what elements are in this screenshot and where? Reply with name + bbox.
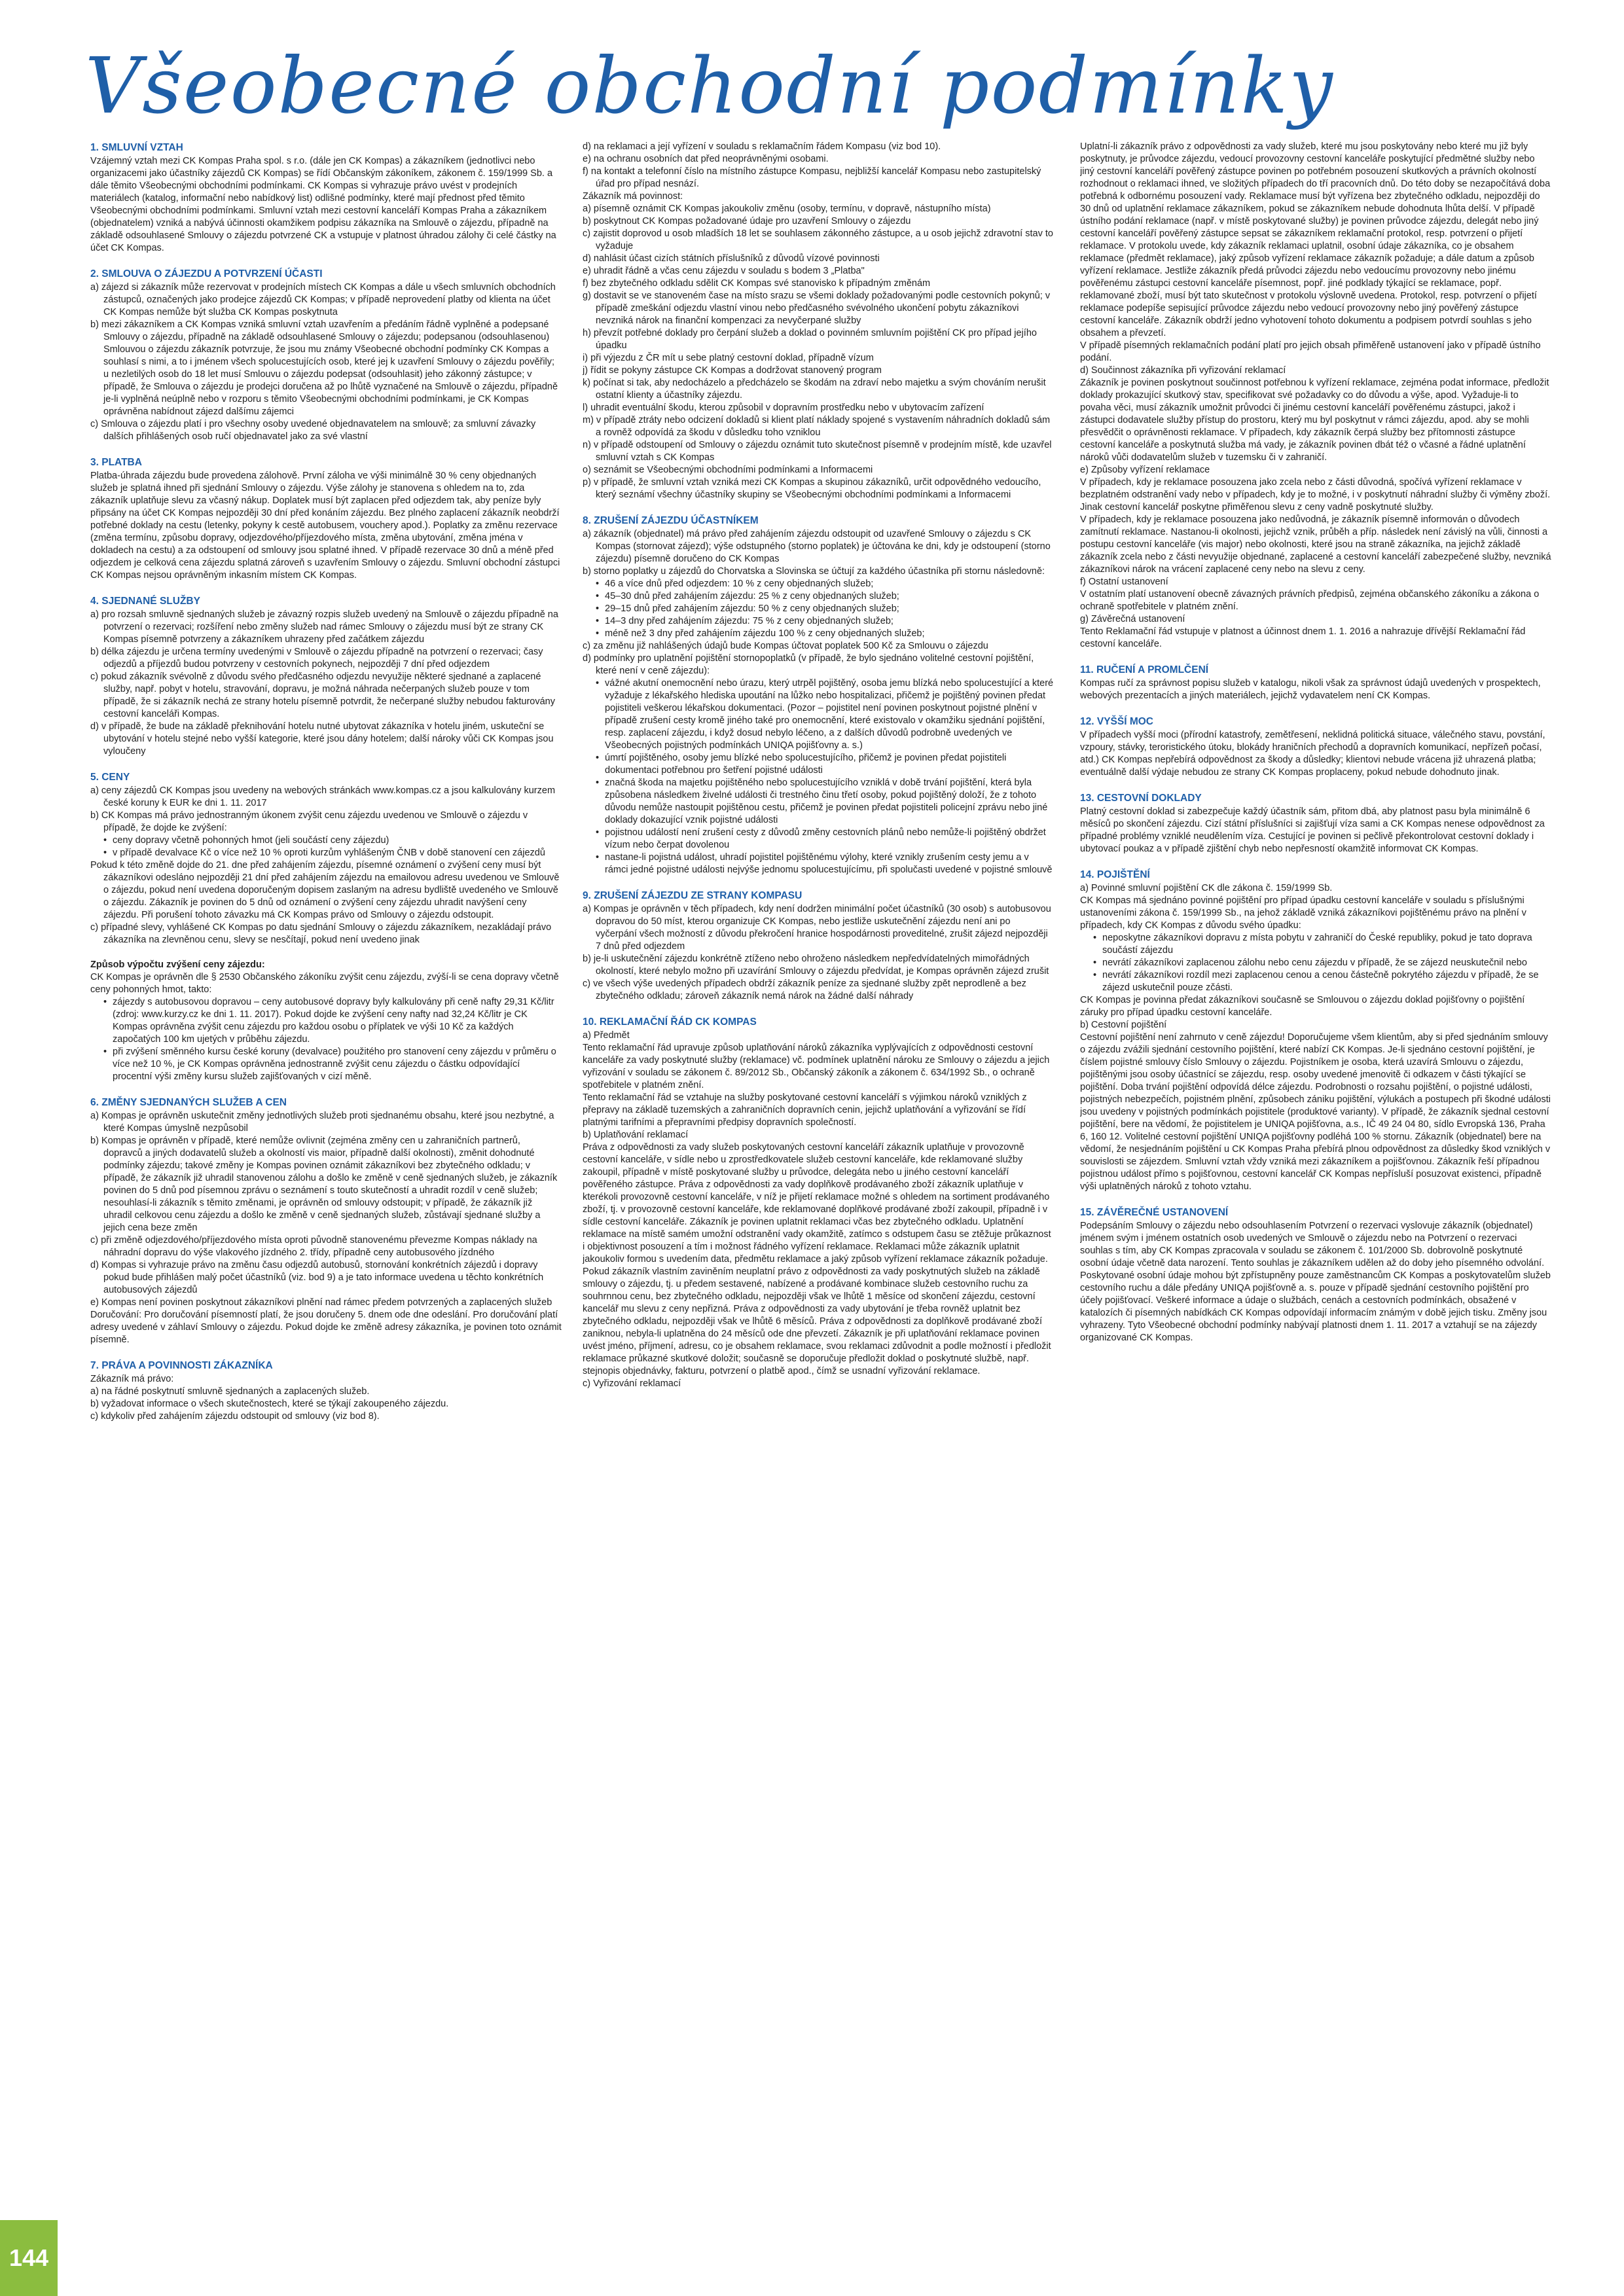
- paragraph: Zákazník je povinen poskytnout součinnost potřebnou k vyřízení reklamace, zejména podat informace, předložit doklady prokazující skutkový stav, specifikovat své požadavky co do důvodu a výše, apod. Vyžaduje-li to povaha věci, musí zákazník umožnit průvodci či jinému cestovní kanceláří pověřenému zástupci, jakož i zástupci dodavatele služby přístup do prostoru, který mu byl poskytnut v rámci zájezdu, apod. aby se mohli přesvědčit o oprávněnosti reklamace. V případech, kdy zákazník čerpá služby bez přítomnosti zástupce cestovní kanceláře a poskytnutá služba má vady, je zákazník povinen dbát též o včasné a řádné uplatnění nároků vůči dodavatelům služeb v tuzemsku či v zahraničí.: [1080, 378, 1549, 463]
- bullet-item: • při zvýšení směnného kursu české koruny (devalvace) použitého pro stanovení ceny zájezdu v průměru o více než 10 %, je CK Kompas oprávněna jednostranně zvýšit cenu zájezdu o částku odpovídající procentní výši změny kursu služeb zajišťovaných v cizí měně.: [90, 1046, 562, 1083]
- list-item: a) ceny zájezdů CK Kompas jsou uvedeny na webových stránkách www.kompas.cz a jsou kalkulovány kurzem české koruny k EUR ke dni 1. 11. 2017: [90, 785, 556, 808]
- section: [1080, 715, 1551, 779]
- list-item: g) dostavit se ve stanoveném čase na místo srazu se všemi doklady požadovanými podle cestovních pokynů; v případě zmeškání odjezdu vlastní vinou nebo předčasného svévolného ukončení pobytu zákazníkovi nevzniká nárok na finanční kompenzaci za nevyčerpané služby: [583, 291, 1051, 326]
- section-heading: 5. CENY: [90, 772, 130, 783]
- list-item: c) ve všech výše uvedených případech obdrží zákazník peníze za sjednané služby zpět neprodleně a bez zbytečného odkladu; zároveň zákazník nemá nárok na žádné další náhrady: [583, 978, 1026, 1001]
- subheading: Způsob výpočtu zvýšení ceny zájezdu:: [90, 960, 265, 970]
- bullet-item: • pojistnou událostí není zrušení cesty z důvodů změny cestovních plánů nebo nemůže-li pojištěný obdržet vízum nebo čerpat dovolenou: [583, 827, 1054, 852]
- paragraph: Práva z odpovědnosti za vady služeb poskytovaných cestovní kanceláří zákazník uplatňuje v provozovně cestovní kanceláře, v sídle nebo u zprostředkovatele služeb cestovní kanceláře, kde reklamované služby zakoupil, případně v místě poskytované služby u průvodce, delegáta nebo u jiného cestovní kanceláří pověřeného zástupce. Práva z odpovědnosti za vady doplňkově prodávaného zboží zákazník uplatňuje v kterékoli provozovně cestovní kanceláře, v níž je přijetí reklamace možné s ohledem na sortiment prodávaného zboží, tj. v provozovně cestovní kanceláře, kde reklamované doplňkové prodávané zboží zakoupil, případně i v sídle cestovní kanceláře. Zákazník je povinen uplatnit reklamaci včas bez zbytečného odkladu. Uplatnění reklamace na místě samém umožní odstranění vady okamžitě, zatímco s odstupem času se ztěžuje průkaznost i objektivnost posouzení a tím i možnost řádného vyřízení reklamace. Reklamaci může zákazník uplatnit jakoukoliv formou s uvedením data, předmětu reklamace a jaký způsob vyřízení reklamace zákazník požaduje. Pokud zákazník vlastním zaviněním neuplatní právo z odpovědnosti za vady poskytnutých služeb na základě smlouvy o zájezdu, tj. u předem sestavené, nabízené a prodávané kombinace služeb cestovního ruchu za souhrnnou cenu, bez zbytečného odkladu, nejpozději však ve lhůtě 1 měsíce od skončení zájezdu, cestovní kancelář mu slevu z ceny nepřizná. Práva z odpovědnosti za vady ubytování je třeba rovněž uplatnit bez zbytečného odkladu, nejpozději však ve lhůtě 6 měsíců. Práva z odpovědnosti za doplňkově prodávané zboží zaniknou, nebyla-li uplatněna do 24 měsíců ode dne převzetí. Zákazník je při uplatňování reklamace povinen uvést jméno, příjmení, adresu, co je obsahem reklamace, svou reklamaci zdůvodnit a podle možností i předložit reklamace průkazné skutkové doložit; současně se doporučuje předložit doklad o poskytnuté službě, např. stejnopis objednávky, fakturu, potvrzení o platbě apod., čímž se usnadní vyřizování reklamace.: [583, 1142, 1051, 1376]
- list-item: c) při změně odjezdového/příjezdového místa oproti původně stanovenému převezme Kompas náklady na náhradní dopravu do výše vlakového jízdného 2. třídy, případně ceny autobusového jízdného: [90, 1235, 537, 1258]
- paragraph: Vzájemný vztah mezi CK Kompas Praha spol. s r.o. (dále jen CK Kompas) a zákazníkem (jednotlivci nebo organizacemi jako účastníky zájezdů CK Kompas) se řídí Občanským zákoníkem, zákonem č. 159/1999 Sb. a dále těmito Všeobecnými obchodními podmínkami. CK Kompas si vyhrazuje právo uvést v prodejních materiálech (katalog, informační nebo nabídkový list) odlišné podmínky, které mají přednost před těmito Všeobecnými obchodními podmínkami. Smluvní vztah mezi cestovní kanceláří Kompas Praha a zákazníkem (objednatelem) vzniká a nabývá účinnosti okamžikem podpisu zákazníka na Smlouvě o zájezdu, případně na základě odsouhlasené Smlouvy o zájezdu potvrzené CK a vstupuje v platnost úhradou zálohy či celé částky na účet CK Kompas.: [90, 156, 556, 253]
- list-item: a) Kompas je oprávněn v těch případech, kdy není dodržen minimální počet účastníků (30 osob) s autobusovou dopravou do 50 míst, kterou organizuje CK Kompas, nebo jestliže uskutečnění zájezdu není ani po vyčerpání všech možností z důvodu překročení hranice hospodárnosti proveditelné, zrušit zájezd nejpozději 7 dnů před odjezdem: [583, 904, 1051, 952]
- item-list: [583, 640, 1054, 677]
- paragraph: b) Uplatňování reklamací: [583, 1130, 689, 1140]
- item-list: [90, 609, 562, 758]
- bullet-list: [583, 677, 1054, 876]
- list-item: f) na kontakt a telefonní číslo na místního zástupce Kompasu, nejbližší kancelář Kompasu nebo zastupitelský úřad pro případ nesnází.: [583, 166, 1041, 189]
- section-heading: 4. SJEDNANÉ SLUŽBY: [90, 596, 200, 607]
- list-item: o) seznámit se Všeobecnými obchodními podmínkami a Informacemi: [583, 465, 873, 475]
- paragraph: CK Kompas má sjednáno povinné pojištění pro případ úpadku cestovní kanceláře v souladu s příslušnými ustanoveními zákona č. 159/1999 Sb., na jehož základě vzniká zákazníkovi pojištěnému právo na plnění v případech, kdy CK Kompas z důvodu svého úpadku:: [1080, 895, 1526, 931]
- list-item: e) Kompas není povinen poskytnout zákazníkovi plnění nad rámec předem potvrzených a zaplacených služeb: [90, 1297, 552, 1308]
- section: [90, 1359, 562, 1423]
- list-item: d) v případě, že bude na základě překnihování hotelu nutné ubytovat zákazníka v hotelu jiném, uskuteční se ubytování v hotelu stejné nebo vyšší kategorie, které jsou dány hotelem; další nároky vůči CK Kompas jsou vyloučeny: [90, 721, 554, 757]
- paragraph: Tento reklamační řád se vztahuje na služby poskytované cestovní kanceláří s výjimkou nároků vzniklých z přepravy na základě tuzemských a zahraničních dopravních cenin, jejichž uplatňování a vyřizování se řídí platnými tarifními a přepravními předpisy dopravních společností.: [583, 1092, 1027, 1128]
- section: [90, 456, 562, 582]
- text-column-2: [583, 141, 1054, 2261]
- section: [583, 1015, 1054, 1390]
- paragraph: c) Vyřizování reklamací: [583, 1378, 681, 1389]
- bullet-item: • zájezdy s autobusovou dopravou – ceny autobusové dopravy byly kalkulovány při ceně nafty 29,31 Kč/litr (zdroj: www.kurzy.cz ke dni 1. 11. 2017). Pokud dojde ke zvýšení ceny nafty nad 32,24 Kč/litr je CK Kompas oprávněna zvýšit cenu zájezdu pro každou osobu o příplatek ve výši 10 Kč za každých započatých 100 km ujetých v průběhu zájezdu.: [90, 996, 562, 1046]
- list-item: b) délka zájezdu je určena termíny uvedenými v Smlouvě o zájezdu případně na potvrzení o rezervaci; časy odjezdů a příjezdů budou potvrzeny v cestovních pokynech, nejpozději 7 dní před odjezdem: [90, 647, 543, 670]
- list-item: k) počínat si tak, aby nedocházelo a předcházelo se škodám na zdraví nebo majetku a svým chováním nerušit ostatní klienty a účastníky zájezdu.: [583, 378, 1046, 401]
- list-item: f) bez zbytečného odkladu sdělit CK Kompas své stanovisko k případným změnám: [583, 278, 931, 289]
- section: [1080, 141, 1551, 651]
- list-item: d) nahlásit účast cizích státních příslušníků z důvodů vízové povinnosti: [583, 253, 880, 264]
- item-list: [583, 203, 1054, 501]
- paragraph: Podepsáním Smlouvy o zájezdu nebo odsouhlasením Potvrzení o rezervaci vyslovuje zákazník (objednatel) jménem svým i jménem ostatních osob uvedených ve Smlouvě o zájezdu nebo na Potvrzení o rezervaci souhlas s tím, aby CK Kompas zpracovala v souladu se zákonem č. 101/2000 Sb. dobrovolně poskytnuté osobní údaje včetně data narození. Tento souhlas je zákazníkem udělen až do doby jeho písemného odvolání. Poskytované osobní údaje mohou být zpřístupněny pouze zaměstnancům CK Kompas a poskytovatelům služeb cestovního ruchu a dále předány UNIQA pojišťovně a. s. pouze v případě sjednání cestovního pojištění pro účely pojišťovací. Veškeré informace a údaje o službách, cenách a cestovních podmínkách, obsažené v katalozích či písemných nabídkách CK Kompas odpovídají informacím známým v době jejich tisku. Změny jsou vyhrazeny. Tyto Všeobecné obchodní podmínky nabývají platnosti dnem 1. 11. 2017 a vztahují se na zájezdy organizované CK Kompas.: [1080, 1221, 1551, 1343]
- item-list: [90, 785, 562, 834]
- list-item: h) převzít potřebné doklady pro čerpání služeb a doklad o povinném smluvním pojištění CK pro případ jejího úpadku: [583, 328, 1037, 351]
- paragraph: Uplatní-li zákazník právo z odpovědnosti za vady služeb, které mu jsou poskytovány nebo které mu již byly poskytnuty, je průvodce zájezdu, vedoucí provozovny cestovní kanceláře poskytující předmětné služby nebo jiný cestovní kanceláří pověřený zástupce povinen po potřebném posouzení skutkových a právních okolností rozhodnout o reklamaci ihned, ve složitých případech do tří pracovních dnů. Do této doby se nezapočítává doba potřebná k odbornému posouzení vady. Reklamace musí být vyřízena bez zbytečného odkladu, nejpozději do 30 dnů od uplatnění reklamace zákazníkem, pokud se zákazníkem nebude dohodnuta lhůta delší. V případě ústního podání reklamace (např. v místě poskytované služby) je povinen průvodce zájezdu, delegát nebo jiný cestovní kanceláří pověřený zástupce sepsat se zákazníkem reklamační protokol, resp. potvrzení o přijetí reklamace. V protokolu uvede, kdy zákazník reklamaci uplatnil, osobní údaje zákazníka, co je obsahem reklamace (předmět reklamace), jaký způsob vyřízení reklamace zákazník požaduje; a dále datum a způsob vyřízení reklamace. Jestliže zákazník předá průvodci zájezdu nebo vedoucímu provozovny nebo jinému pověřenému zástupci cestovní kanceláře písemnost, popř. jiné podklady týkající se reklamace, popř. reklamované zboží, musí být tato skutečnost v protokolu výslovně uvedena. Protokol, resp. potvrzení o přijetí reklamace podepíše sepisující průvodce zájezdu nebo vedoucí provozovny nebo jiný pověřený zástupce cestovní kanceláře. Zákazník obdrží jedno vyhotovení tohoto dokumentu a podpisem potvrdí souhlas s jeho obsahem a převzetí.: [1080, 141, 1551, 338]
- bullet-item: • 46 a více dnů před odjezdem: 10 % z ceny objednaných služeb;: [583, 578, 1054, 590]
- list-item: i) při výjezdu z ČR mít u sebe platný cestovní doklad, případně vízum: [583, 353, 874, 363]
- paragraph: Tento Reklamační řád vstupuje v platnost a účinnost dnem 1. 1. 2016 a nahrazuje dřívější Reklamační řád cestovní kanceláře.: [1080, 626, 1526, 649]
- list-item: b) CK Kompas má právo jednostranným úkonem zvýšit cenu zájezdu uvedenou ve Smlouvě o zájezdu v případě, že dojde ke zvýšení:: [90, 810, 528, 833]
- list-item: d) na reklamaci a její vyřízení v souladu s reklamačním řádem Kompasu (viz bod 10).: [583, 141, 941, 152]
- bullet-item: • ceny dopravy včetně pohonných hmot (jeli součástí ceny zájezdu): [90, 834, 562, 847]
- section-heading: 2. SMLOUVA O ZÁJEZDU A POTVRZENÍ ÚČASTI: [90, 268, 323, 279]
- list-item: b) je-li uskutečnění zájezdu konkrétně ztíženo nebo ohroženo následkem nepředvídatelných mimořádných okolností, které nebylo možno při uzavírání Smlouvy o zájezdu předvídat, je Kompas oprávněn zájezd zrušit: [583, 954, 1049, 977]
- bullet-item: • 45–30 dnů před zahájením zájezdu: 25 % z ceny objednaných služeb;: [583, 590, 1054, 603]
- paragraph: V ostatním platí ustanovení obecně závazných právních předpisů, zejména občanského zákoníku a zákona o ochraně spotřebitele v platném znění.: [1080, 589, 1540, 612]
- bullet-list: [583, 578, 1054, 640]
- list-item: c) pokud zákazník svévolně z důvodu svého předčasného odjezdu nevyužije některé sjednané a zaplacené služby, např. pobyt v hotelu, stravování, dopravu, je možná náhrada nečerpaných služeb pouze v tom případě, že si zákazník nechá ze strany hotelu písemně potvrdit, že nečerpané služby nebudou fakturovány cestovní kanceláři Kompas.: [90, 672, 555, 719]
- item-list: [583, 903, 1054, 1003]
- paragraph: Cestovní pojištění není zahrnuto v ceně zájezdu! Doporučujeme všem klientům, aby si před sjednáním smlouvy o zájezdu zvážili sjednání cestovního pojištění, které nabízí CK Kompas. Je-li sjednáno cestovní pojištění, je číslem pojistné smlouvy číslo Smlouvy o zájezdu. Pojistníkem je osoba, která uzavírá Smlouvu o zájezdu, pojištěnými jsou osoby účastnící se zájezdu, resp. osoby uvedené jmenovitě či odkazem v části týkající se pojištění. Doba trvání pojištění odpovídá délce zájezdu. Podrobnosti o rozsahu pojištění, o pojistné události, pojistných nebezpečích, pojistném plnění, způsobech zániku pojištění, výlukách a postupech při škodné události jsou uvedeny v pojistných podmínkách pojistitele (produktové varianty). V případě, že zákazník sjednal cestovní pojištění, bere na vědomí, že pojistitelem je UNIQA pojišťovna, a.s., IČ 49 24 04 80, sídlo Evropská 136, Praha 6, 160 12. Volitelné cestovní pojištění UNIQA pojišťovny podléhá 100 % stornu. Zákazník (objednatel) bere na vědomí, že nesjednáním pojištění u CK Kompas Praha přebírá plnou odpovědnost za důsledky škod vzniklých v souvislosti se zájezdem. Smluvní vztah vždy vzniká mezi zákazníkem a pojišťovnou. Zákazník řeší případnou pojistnou událost přímo s pojišťovnou, cestovní kancelář CK Kompas nepřísluší posuzovat existenci, případně výši uplatněných nároků z tohoto vztahu.: [1080, 1032, 1551, 1192]
- list-item: Pokud k této změně dojde do 21. dne před zahájením zájezdu, písemné oznámení o zvýšení ceny musí být zákazníkovi odesláno nejpozději 21 dní před zahájením zájezdu na emailovou adresu uvedenou ve Smlouvě o zájezdu, pokud není uvedena doporučeným dopisem zaslaným na adresu bydliště uvedeného ve Smlouvě o zájezdu. Zákazník je povinen do 5 dnů od oznámení o zvýšení ceny zájezdu uhradit navýšení ceny zájezdu. Při porušení tohoto závazku má CK Kompas právo od Smlouvy o zájezdu odstoupit.: [90, 860, 560, 920]
- paragraph: d) Součinnost zákazníka při vyřizování reklamací: [1080, 365, 1286, 376]
- paragraph: V případech vyšší moci (přírodní katastrofy, zemětřesení, neklidná politická situace, válečného stavu, povstání, vzpoury, stávky, teroristického útoku, blokády hraničních přechodů a dopravních komunikací, nepřízeň počasí, atd.) CK Kompas nepřebírá odpovědnost za škody a důsledky; klientovi nebude vrácena již uhrazená platba; eventuálně další výdaje nebudou ze strany CK Kompas proplaceny, pokud nebude dohodnuto jinak.: [1080, 730, 1545, 778]
- section: [1080, 791, 1551, 855]
- section: [1080, 1206, 1551, 1344]
- list-item: p) v případě, že smluvní vztah vzniká mezi CK Kompas a skupinou zákazníků, určit odpovědného vedoucího, který seznámí všechny účastníky skupiny se Všeobecnými obchodními podmínkami a Informacemi: [583, 477, 1041, 500]
- list-item: b) Kompas je oprávněn v případě, které nemůže ovlivnit (zejména změny cen u zahraničních partnerů, dopravců a jiných dodavatelů služeb a okolností vis maior, případně další okolnosti), změnit dohodnuté podmínky zájezdu; takové změny je Kompas povinen oznámit zákazníkovi bez zbytečného odkladu; v případě, že zákazník již uhradil stanovenou zálohu a došlo ke změně v ceně sjednaných služeb, je zákazník povinen do 5 dnů pod písemnou zprávu o seznámení s touto skutečností a uhradit rozdíl v ceně služeb; nesouhlasí-li zákazník s těmito změnami, je oprávněn od smlouvy odstoupit; v případě, že zákazník již uhradil celkovou cenu zájezdu a došlo ke změně v ceně sjednaných služeb, zůstávají sjednané služby a jejich cena beze změn: [90, 1136, 558, 1233]
- paragraph: a) Předmět: [583, 1030, 630, 1041]
- paragraph: Doručování: Pro doručování písemností platí, že jsou doručeny 5. dnem ode dne odeslání. Pro doručování platí adresy uvedené v záhlaví Smlouvy o zájezdu. Pokud dojde ke změně adresy zákazníka, je povinen toto oznámit písemně.: [90, 1310, 562, 1345]
- section-heading: 7. PRÁVA A POVINNOSTI ZÁKAZNÍKA: [90, 1360, 273, 1371]
- item-list: [583, 141, 1054, 190]
- list-item: n) v případě odstoupení od Smlouvy o zájezdu oznámit tuto skutečnost písemně v prodejním místě, kde uzavřel smluvní vztah s CK Kompas: [583, 440, 1052, 463]
- section-heading: 9. ZRUŠENÍ ZÁJEZDU ZE STRANY KOMPASU: [583, 890, 803, 901]
- section-heading: 8. ZRUŠENÍ ZÁJEZDU ÚČASTNÍKEM: [583, 515, 759, 526]
- list-item: a) Kompas je oprávněn uskutečnit změny jednotlivých služeb proti sjednanému obsahu, které jsou nezbytné, a které Kompas úmyslně nezpůsobil: [90, 1111, 554, 1134]
- item-list: [90, 1386, 562, 1423]
- section: [1080, 868, 1551, 1193]
- list-item: c) případné slevy, vyhlášené CK Kompas po datu sjednání Smlouvy o zájezdu zákazníkem, nezakládají právo zákazníka na zlevněnou cenu, slevy se nesčítají, pokud není uvedeno jinak: [90, 922, 552, 945]
- text-column-1: [90, 141, 562, 2261]
- list-item: b) poskytnout CK Kompas požadované údaje pro uzavření Smlouvy o zájezdu: [583, 216, 911, 226]
- section: [1080, 663, 1551, 702]
- section: [90, 959, 562, 1083]
- paragraph: CK Kompas je oprávněn dle § 2530 Občanského zákoníku zvýšit cenu zájezdu, zvýší-li se cena dopravy včetně ceny pohonných hmot, takto:: [90, 972, 559, 995]
- paragraph: e) Způsoby vyřízení reklamace: [1080, 465, 1210, 475]
- section-heading: 6. ZMĚNY SJEDNANÝCH SLUŽEB A CEN: [90, 1097, 287, 1108]
- section-heading: 3. PLATBA: [90, 457, 142, 468]
- list-item: a) zákazník (objednatel) má právo před zahájením zájezdu odstoupit od uzavřené Smlouvy o zájezdu s CK Kompas (stornovat zájezd); výše odstupného (storno poplatek) je účtována ke dni, kdy je odstoupení (storno zájezdu) písemně doručeno do CK Kompas: [583, 529, 1051, 564]
- paragraph: Platba-úhrada zájezdu bude provedena zálohově. První záloha ve výši minimálně 30 % ceny objednaných služeb je splatná ihned při sjednání Smlouvy o zájezdu. Výše zálohy je stanovena s ohledem na to, zda zákazník uplatňuje slevu za včasný nákup. Doplatek musí být zaplacen před odjezdem tak, aby peníze byly připsány na účet CK Kompas nejpozději 30 dní před konáním zájezdu. Bez plného zaplacení zákazník neobdrží potřebné doklady na cestu (letenky, pokyny k cestě autobusem, vouchery apod.). Poplatky za změnu rezervace (změna termínu, způsobu dopravy, odjezdového/příjezdového místa, změna ubytování, změna jména v dokladech na cestu) a za odstoupení od smlouvy jsou splatné ihned. V případě rezervace 30 dnů a méně před odjezdem je celková cena zájezdu splatná zároveň s uzavřením Smlouvy o zájezdu. Smluvní obchodní zástupci CK Kompas nejsou oprávněným inkasním místem CK Kompas.: [90, 471, 560, 581]
- bullet-item: • úmrtí pojištěného, osoby jemu blízké nebo spolucestujícího, přičemž je povinen předat pojistiteli dokumentaci potřebnou pro šetření pojistné události: [583, 752, 1054, 777]
- list-item: m) v případě ztráty nebo odcizení dokladů si klient platí náklady spojené s vystavením náhradních dokladů sám a rovněž odpovídá za škodu v důsledku toho vzniklou: [583, 415, 1051, 438]
- bullet-list: [1080, 932, 1551, 994]
- list-item: b) storno poplatky u zájezdů do Chorvatska a Slovinska se účtují za každého účastníka při stornu následovně:: [583, 566, 1045, 577]
- section-heading: 10. REKLAMAČNÍ ŘÁD CK KOMPAS: [583, 1016, 757, 1028]
- list-item: j) řídit se pokyny zástupce CK Kompas a dodržovat stanovený program: [583, 365, 882, 376]
- bullet-list: [90, 834, 562, 859]
- bullet-item: • nevrátí zákazníkovi zaplacenou zálohu nebo cenu zájezdu v případě, že se zájezd neuskutečnil nebo: [1080, 957, 1551, 969]
- bullet-list: [90, 996, 562, 1083]
- list-item: d) Kompas si vyhrazuje právo na změnu času odjezdů autobusů, stornování konkrétních zájezdů i dopravy pokud bude přihlášen malý počet účastníků (viz. bod 9) a je tato informace uvedena u těchto konkrétních autobusových zájezdů: [90, 1260, 544, 1295]
- text-column-3: [1080, 141, 1551, 2261]
- list-item: c) Smlouva o zájezdu platí i pro všechny osoby uvedené objednavatelem na smlouvě; za smluvní závazky dalších přihlášených osob ručí objednavatel jako za své vlastní: [90, 419, 536, 442]
- paragraph: b) Cestovní pojištění: [1080, 1020, 1167, 1030]
- page-number: 144: [9, 2244, 49, 2271]
- paragraph: Kompas ručí za správnost popisu služeb v katalogu, nikoli však za správnost údajů uvedených v prospektech, webových prezentacích a jiných materiálech, jejichž vydavatelem není CK Kompas.: [1080, 678, 1541, 701]
- list-item: a) na řádné poskytnutí smluvně sjednaných a zaplacených služeb.: [90, 1386, 370, 1397]
- list-item: c) kdykoliv před zahájením zájezdu odstoupit od smlouvy (viz bod 8).: [90, 1411, 380, 1422]
- paragraph: g) Závěrečná ustanovení: [1080, 614, 1185, 624]
- paragraph: f) Ostatní ustanovení: [1080, 577, 1168, 587]
- bullet-item: • vážné akutní onemocnění nebo úrazu, který utrpěl pojištěný, osoba jemu blízká nebo spolucestující a které vyžaduje z lékařského hlediska upoutání na lůžko nebo hospitalizaci, přičemž je pojištěný povinen předat pojistiteli veškerou lékařskou dokumentaci. (Pozor – pojistitel není povinen poskytnout pojistné plnění v případě zrušení cesty kromě jiného také pro onemocnění, které existovalo v okamžiku sjednání pojištění, resp. zaplacení zájezdu, i když dosud nebylo léčeno, a z dalších důvodů podrobně uvedených ve Všeobecných pojistných podmínkách UNIQA pojišťovny a. s.): [583, 677, 1054, 752]
- section: [90, 141, 562, 255]
- list-item: e) uhradit řádně a včas cenu zájezdu v souladu s bodem 3 „Platba": [583, 266, 865, 276]
- item-list: [90, 281, 562, 443]
- paragraph: Tento reklamační řád upravuje způsob uplatňování nároků zákazníka vyplývajících z odpovědnosti cestovní kanceláře za vady poskytnuté služby (reklamace) vč. podmínek uplatnění nároku ze Smlouvy o zájezdu a jejich vyřizování v souladu se zákonem č. 89/2012 Sb., Občanský zákoník a zákonem č. 634/1992 Sb., o ochraně spotřebitele v platném znění.: [583, 1043, 1050, 1090]
- list-item: l) uhradit eventuální škodu, kterou způsobil v dopravním prostředku nebo v ubytovacím zařízení: [583, 403, 984, 413]
- item-list: [90, 859, 562, 946]
- section: [583, 141, 1054, 501]
- paragraph: V případech, kdy je reklamace posouzena jako nedůvodná, je zákazník písemně informován o důvodech zamítnutí reklamace. Nastanou-li okolnosti, jejichž vznik, průběh a příp. následek není závislý na vůli, činnosti a postupu cestovní kanceláře (vis major) nebo okolnosti, které jsou na straně zákazníka, na jejichž základě zákazník zcela nebo z části nevyužije objednané, zaplacené a cestovní kanceláří zabezpečené služby, nevzniká zákazníkovi nárok na vrácení zaplacené ceny nebo na slevu z ceny.: [1080, 514, 1551, 575]
- paragraph: Zákazník má právo:: [90, 1374, 174, 1384]
- paragraph: Platný cestovní doklad si zabezpečuje každý účastník sám, přitom dbá, aby platnost pasu byla minimálně 6 měsíců po skončení zájezdu. Cizí státní příslušníci si zajišťují víza sami a CK Kompas nenese odpovědnost za případné problémy vzniklé neudělením víza. Cestující je povinen si pečlivě překontrolovat cestovní doklady i ubytovací poukaz a v případě zjištění chyb nebo nepřesností okamžitě informovat CK Kompas.: [1080, 806, 1545, 854]
- paragraph: V případech, kdy je reklamace posouzena jako zcela nebo z části důvodná, spočívá vyřízení reklamace v bezplatném odstranění vady nebo v případech, kdy je to možné, i v poskytnutí náhradní služby či výměny zboží. Jinak cestovní kancelář poskytne přiměřenou slevu z ceny vadně poskytnuté služby.: [1080, 477, 1551, 512]
- section-heading: 13. CESTOVNÍ DOKLADY: [1080, 793, 1202, 804]
- bullet-item: • 14–3 dny před zahájením zájezdu: 75 % z ceny objednaných služeb;: [583, 615, 1054, 628]
- list-item: c) zajistit doprovod u osob mladších 18 let se souhlasem zákonného zástupce, a u osob jejichž zdravotní stav to vyžaduje: [583, 228, 1053, 251]
- section: [583, 514, 1054, 876]
- section-heading: 11. RUČENÍ A PROMLČENÍ: [1080, 664, 1209, 675]
- list-item: c) za změnu již nahlášených údajů bude Kompas účtovat poplatek 500 Kč za Smlouvu o zájezdu: [583, 641, 988, 651]
- list-item: a) pro rozsah smluvně sjednaných služeb je závazný rozpis služeb uvedený na Smlouvě o zájezdu případně na potvrzení o rezervaci; rozšíření nebo změny služeb nad rámec Smlouvy o zájezdu musí být ze strany CK Kompas písemně potvrzeny a zákazníkem uhrazeny před začátkem zájezdu: [90, 609, 558, 645]
- bullet-item: • 29–15 dnů před zahájením zájezdu: 50 % z ceny objednaných služeb;: [583, 603, 1054, 615]
- item-list: [583, 528, 1054, 578]
- list-item: a) zájezd si zákazník může rezervovat v prodejních místech CK Kompas a dále u všech smluvních obchodních zástupců, označených jako prodejce zájezdů CK Kompas; v případě neprovedení platby od klienta na účet CK Kompas nemůže být služba CK Kompas poskytnuta: [90, 282, 556, 317]
- section: [90, 594, 562, 758]
- list-item: d) podmínky pro uplatnění pojištění stornopoplatků (v případě, že bylo sjednáno volitelné cestovní pojištění, které není v ceně zájezdu):: [583, 653, 1034, 676]
- paragraph: Zákazník má povinnost:: [583, 191, 683, 202]
- page-number-badge: [0, 2220, 58, 2296]
- section: [90, 770, 562, 946]
- bullet-item: • neposkytne zákazníkovi dopravu z místa pobytu v zahraničí do České republiky, pokud je tato doprava součástí zájezdu: [1080, 932, 1551, 957]
- section-heading: 12. VYŠŠÍ MOC: [1080, 716, 1153, 727]
- item-list: [90, 1110, 562, 1309]
- list-item: a) písemně oznámit CK Kompas jakoukoliv změnu (osoby, termínu, v dopravě, nástupního místa): [583, 204, 991, 214]
- page-title: Všeobecné obchodní podmínky: [85, 41, 1334, 131]
- bullet-item: • méně než 3 dny před zahájením zájezdu 100 % z ceny objednaných služeb;: [583, 628, 1054, 640]
- bullet-item: • v případě devalvace Kč o více než 10 % oproti kurzům vyhlášeným ČNB v době stanovení cen zájezdů: [90, 847, 562, 859]
- list-item: b) mezi zákazníkem a CK Kompas vzniká smluvní vztah uzavřením a předáním řádně vyplněné a podepsané Smlouvy o zájezdu, případně na základě odsouhlasené Smlouvy o zájezdu; podepsanou (odsouhlasenou) Smlouvou o zájezdu zákazník potvrzuje, že jsou mu známy Všeobecné obchodní podmínky CK Kompas a souhlasí s nimi, a to i jménem všech spolucestujících osob, které jej k uzavření Smlouvy o zájezdu pověřily; u nezletilých osob do 18 let musí Smlouvu o zájezdu podepsat (odsouhlasit) jeho zákonný zástupce; v případě, že Smlouva o zájezdu je prodejci doručena až po lhůtě vyznačené na Smlouvě o zájezdu, případně je-li vyplněná neúplně nebo v rozporu s těmito Všeobecnými obchodními podmínkami, je CK Kompas oprávněna nabídnout zájezd dalšímu zájemci: [90, 319, 558, 417]
- paragraph: CK Kompas je povinna předat zákazníkovi současně se Smlouvou o zájezdu doklad pojišťovny o pojištění záruky pro případ úpadku cestovní kanceláře.: [1080, 995, 1525, 1018]
- paragraph: V případě písemných reklamačních podání platí pro jejich obsah přiměřeně ustanovení jako v případě ústního podání.: [1080, 340, 1541, 363]
- bullet-item: • značná škoda na majetku pojištěného nebo spolucestujícího vzniklá v době trvání pojištění, která byla způsobena následkem živelné události či trestného činu třetí osoby, pokud pojištěný doloží, že z tohoto důvodu nemůže nastoupit pojištěnou cestu, přičemž je povinen předat pojistiteli policejní zprávu nebo jiné doklady dokazující vznik pojistné události: [583, 777, 1054, 827]
- bullet-item: • nevrátí zákazníkovi rozdíl mezi zaplacenou cenou a cenou částečně pokrytého zájezdu v případě, že se zájezd uskutečnil pouze zčásti.: [1080, 969, 1551, 994]
- section-heading: 15. ZÁVĚREČNÉ USTANOVENÍ: [1080, 1207, 1229, 1218]
- section-heading: 1. SMLUVNÍ VZTAH: [90, 142, 183, 153]
- list-item: e) na ochranu osobních dat před neoprávněnými osobami.: [583, 154, 829, 164]
- list-item: b) vyžadovat informace o všech skutečnostech, které se týkají zakoupeného zájezdu.: [90, 1399, 449, 1409]
- section: [583, 889, 1054, 1003]
- section: [90, 267, 562, 443]
- paragraph: a) Povinné smluvní pojištění CK dle zákona č. 159/1999 Sb.: [1080, 883, 1333, 893]
- section-heading: 14. POJIŠTĚNÍ: [1080, 869, 1150, 880]
- section: [90, 1096, 562, 1346]
- bullet-item: • nastane-li pojistná událost, uhradí pojistitel pojištěnému výlohy, které vznikly zrušením cesty jemu a v rámci jedné pojistné události nejvýše jednomu spolucestujícímu, při spolučasti uvedené v pojistné smlouvě: [583, 852, 1054, 876]
